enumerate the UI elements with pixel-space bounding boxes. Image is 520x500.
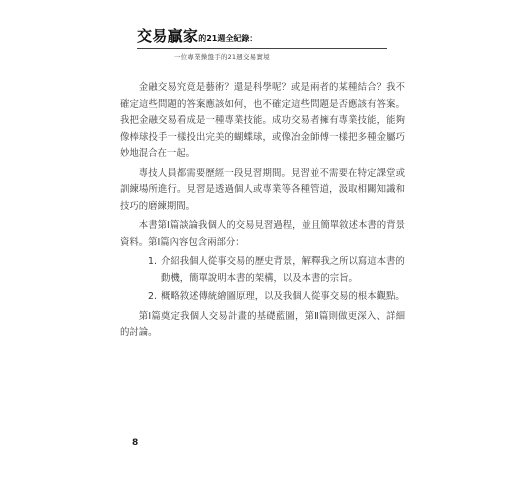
list-item-number: 2. (148, 291, 157, 302)
paragraph: 專技人員都需要歷經一段見習期間。見習並不需要在特定課堂或訓練場所進行。見習是透過個人或專業等各種管道，汲取相關知識和技巧的磨練期間。 (120, 167, 405, 212)
numbered-list (120, 254, 405, 306)
list-item-number: 1. (148, 256, 157, 267)
list-item-text: 概略敘述傳統繪圖原理，以及我個人從事交易的根本觀點。 (161, 291, 405, 302)
list-item-text: 介紹我個人從事交易的歷史背景，解釋我之所以寫這本書的動機，簡單說明本書的架構，以及本書的宗旨。 (161, 256, 405, 284)
body-text (120, 80, 405, 342)
book-title-main: 交易贏家 (137, 27, 199, 45)
page-number: 8 (132, 438, 139, 448)
book-subtitle: 一位專業操盤手的21週交易實境 (174, 53, 270, 61)
running-header (137, 27, 387, 61)
paragraph: 金融交易究竟是藝術？還是科學呢？或是兩者的某種結合？我不確定這些問題的答案應該如何，也不確定這些問題是否應該有答案。我把金融交易看成是一種專業技能。成功交易者擁有專業技能，能夠像棒球投手一樣投出完美的蝴蝶球，或像冶金師傅一樣把多種金屬巧妙地混合在一起。 (120, 82, 405, 159)
paragraph: 第Ⅰ篇奠定我個人交易計畫的基礎藍圖，第Ⅱ篇則做更深入、詳細的討論。 (120, 310, 405, 338)
book-title-suffix: 的21週全紀錄： (198, 34, 258, 43)
list-item (120, 289, 405, 306)
header-rule (137, 48, 387, 49)
paragraph: 本書第Ⅰ篇談論我個人的交易見習過程，並且簡單敘述本書的背景資料。第Ⅰ篇內容包含兩部分： (120, 220, 405, 248)
list-item (120, 254, 405, 287)
book-title (137, 28, 387, 47)
